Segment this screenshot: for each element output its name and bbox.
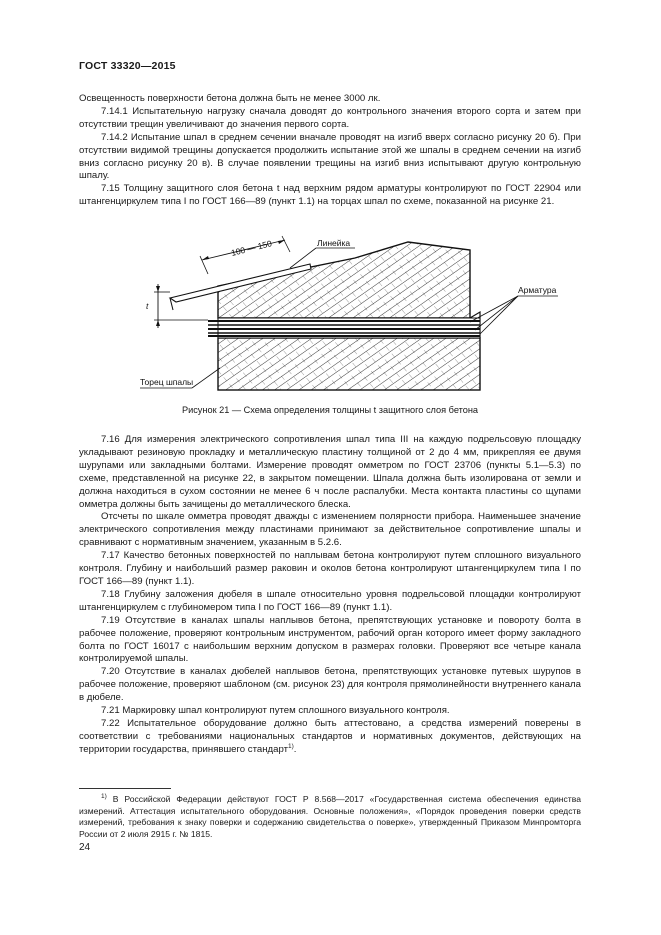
- paragraph: Освещенность поверхности бетона должна быть не менее 3000 лк.: [79, 93, 381, 104]
- sleeper-body: [218, 242, 480, 390]
- paragraph-with-footnote: [79, 718, 581, 757]
- dimension-100-150: [200, 236, 290, 274]
- footnote-marker: 1): [101, 793, 107, 800]
- paragraph: 7.14.2 Испытание шпал в среднем сечении вначале проводят на изгиб вверх согласно рисунку 20 б). При отсутствии видимой трещины допускается продолжить испытание этой же шпалы в среднем сечении на изгиб вниз согласно рисунку 20 в). В случае появлении трещины на изгиб вниз испытывают другую контрольную шпалу.: [79, 131, 581, 182]
- paragraph: 7.20 Отсутствие в каналах дюбелей наплывов бетона, препятствующих установке путевых шурупов в рабочее положение, проверяют шаблоном (см. рисунок 23) для контроля прямолинейности внутреннего канала в дюбеле.: [79, 666, 581, 704]
- paragraph: Отсчеты по шкале омметра проводят дважды с изменением полярности прибора. Наименьшее значение электрического сопротивления между пластинами принимают за действительное сопротивление шпалы и сравнивают с нормативным значением, указанным в 5.2.6.: [79, 511, 581, 549]
- paragraph-text: 7.22 Испытательное оборудование должно быть аттестовано, а средства измерений поверены в соответствии с требованиями национальных стандартов и нормативных документов, действующих на территории государства, принявшего стандарт: [79, 717, 581, 755]
- document-header: ГОСТ 33320—2015: [79, 60, 176, 72]
- reinforcement-layers: [208, 318, 480, 338]
- text-block-top: [79, 93, 581, 209]
- footnote: [79, 794, 581, 840]
- footnote-separator: [79, 788, 171, 789]
- paragraph: 7.21 Маркировку шпал контролируют путем сплошного визуального контроля.: [101, 705, 450, 717]
- rebar-label: Арматура: [518, 285, 557, 295]
- page-number: 24: [79, 842, 91, 853]
- paragraph-tail: .: [293, 743, 297, 755]
- ruler-label: Линейка: [317, 238, 351, 248]
- figure-caption: Рисунок 21 — Схема определения толщины t защитного слоя бетона: [181, 405, 479, 415]
- paragraph: 7.17 Качество бетонных поверхностей по наплывам бетона контролируют путем сплошного визуального контроля. Глубину и наибольший размер раковин и околов бетона контролируют штангенциркулем типа I по ГОСТ 166—89 (пункт 1.1).: [79, 550, 581, 587]
- paragraph: 7.15 Толщину защитного слоя бетона t над верхним рядом арматуры контролируют по ГОСТ 22904 или штангенциркулем типа I по ГОСТ 166—89 (пункт 1.1) на торцах шпал по схеме, показанной на рисунке 21.: [79, 183, 581, 208]
- text-block-bottom: [79, 434, 581, 757]
- paragraph: 7.19 Отсутствие в каналах шпалы наплывов бетона, препятствующих установке и повороту болта в рабочее положение, проверяют контрольным инструментом, рабочий орган которого имеет форму закладного болта по ГОСТ 16017 с наибольшим верхним допуском в размерах головки. Проверяют все четыре канала контролируемой шпалы.: [79, 614, 581, 665]
- paragraph: 7.16 Для измерения электрического сопротивления шпал типа III на каждую подрельсовую площадку укладывают резиновую прокладку и металлическую пластину толщиной от 2 до 4 мм, прикрепляя ее двумя шурупами или закладными болтами. Измерение проводят омметром по ГОСТ 23706 (пункты 5.1—5.3) по схеме, представленной на рисунке 22, в закрытом помещении. Шпала должна быть изолирована от земли и должна находиться в сухом состоянии не менее 6 ч после распалубки. Места контакта пластины со щупами омметра должны быть зачищены до металлического блеска.: [79, 434, 581, 510]
- paragraph: 7.18 Глубину заложения дюбеля в шпале относительно уровня подрельсовой площадки контролируют штангенциркулем с глубиномером типа I по ГОСТ 166—89 (пункт 1.1).: [79, 588, 581, 613]
- paragraph: 7.14.1 Испытательную нагрузку сначала доводят до контрольного значения второго сорта и затем при отсутствии трещин увеличивают до значения первого сорта.: [79, 105, 581, 130]
- thickness-label: t: [146, 301, 149, 311]
- figure-21-diagram: [140, 236, 557, 398]
- footnote-text: В Российской Федерации действуют ГОСТ Р 8.568—2017 «Государственная система обеспечения единства измерений. Аттестация испытательного оборудования. Основные положения», «Порядок проведения поверки средств измерений, требования к знаку поверки и содержанию свидетельства о поверке», утвержденный Приказом Минпромторга России от 2 июля 2915 г. № 1815.: [79, 794, 581, 839]
- end-face-label: Торец шпалы: [140, 377, 194, 387]
- dimension-label: 100 — 150: [230, 238, 273, 258]
- footnote-reference[interactable]: 1): [287, 742, 294, 750]
